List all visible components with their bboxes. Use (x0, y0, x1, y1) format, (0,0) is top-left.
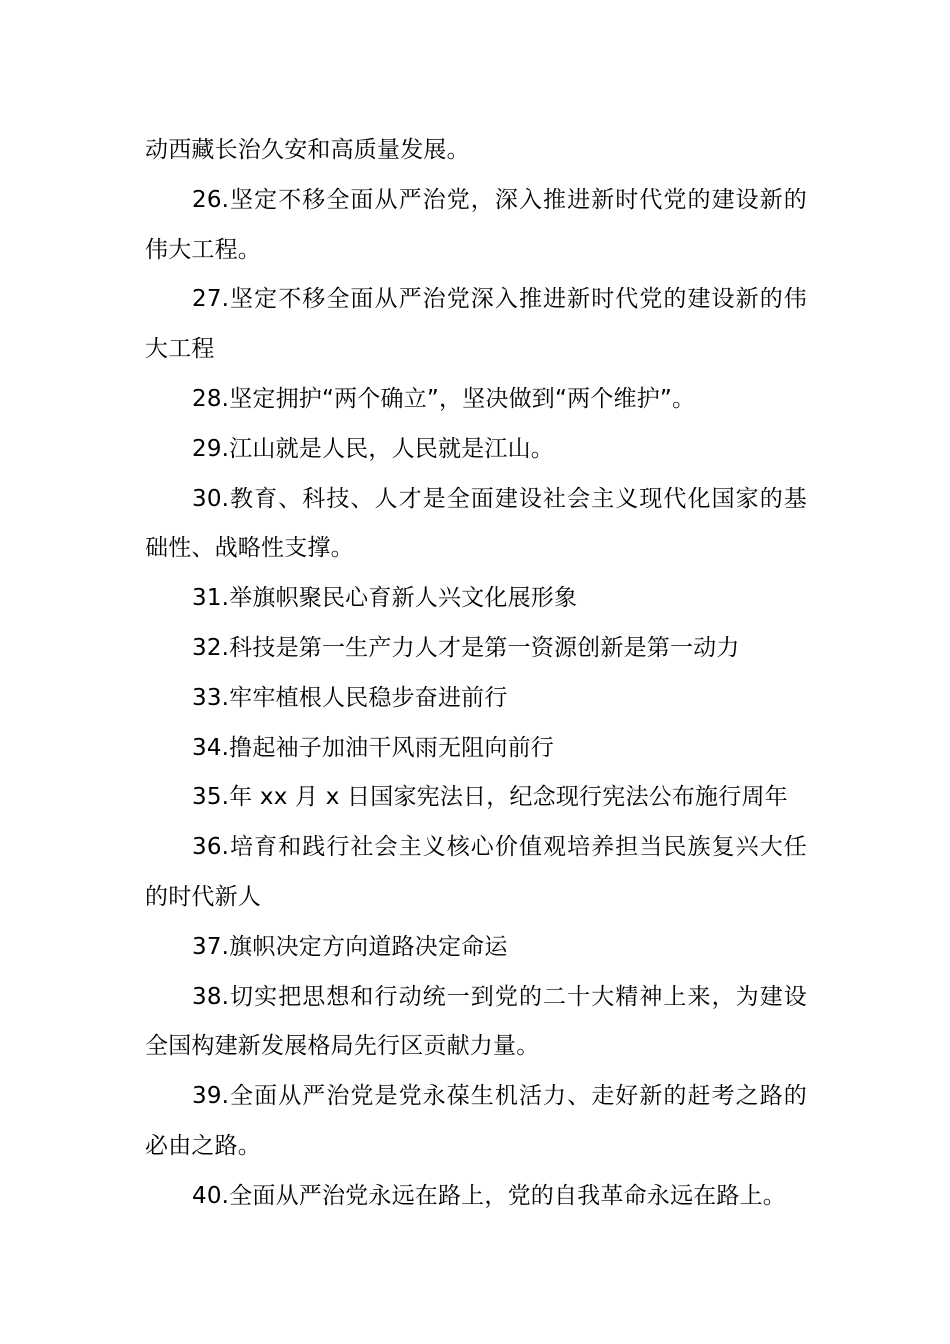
paragraph-item-39: 39.全面从严治党是党永葆生机活力、走好新的赶考之路的必由之路。 (145, 1083, 807, 1159)
document-body (145, 126, 807, 1222)
paragraph-item-31: 31.举旗帜聚民心育新人兴文化展形象 (192, 585, 578, 612)
paragraph-item-30: 30.教育、科技、人才是全面建设社会主义现代化国家的基础性、战略性支撑。 (145, 485, 807, 562)
paragraph-item-36: 36.培育和践行社会主义核心价值观培养担当民族复兴大任的时代新人 (145, 834, 807, 910)
paragraph-item-33: 33.牢牢植根人民稳步奋进前行 (192, 684, 508, 711)
paragraph-item-37: 37.旗帜决定方向道路决定命运 (192, 933, 508, 960)
paragraph-item-29: 29.江山就是人民，人民就是江山。 (192, 435, 554, 462)
paragraph-continuation: 动西藏长治久安和高质量发展。 (145, 137, 470, 163)
paragraph-item-27: 27.坚定不移全面从严治党深入推进新时代党的建设新的伟大工程 (145, 286, 807, 363)
paragraph-item-26: 26.坚定不移全面从严治党，深入推进新时代党的建设新的伟大工程。 (145, 186, 807, 263)
paragraph-item-28: 28.坚定拥护“两个确立”，坚决做到“两个维护”。 (192, 385, 696, 412)
paragraph-item-32: 32.科技是第一生产力人才是第一资源创新是第一动力 (192, 634, 740, 661)
paragraph-item-40: 40.全面从严治党永远在路上，党的自我革命永远在路上。 (192, 1182, 786, 1209)
paragraph-item-35: 35.年 xx 月 x 日国家宪法日，纪念现行宪法公布施行周年 (192, 784, 788, 811)
paragraph-item-38: 38.切实把思想和行动统一到党的二十大精神上来，为建设全国构建新发展格局先行区贡献力量。 (145, 983, 807, 1060)
paragraph-item-34: 34.撸起袖子加油干风雨无阻向前行 (192, 734, 554, 761)
